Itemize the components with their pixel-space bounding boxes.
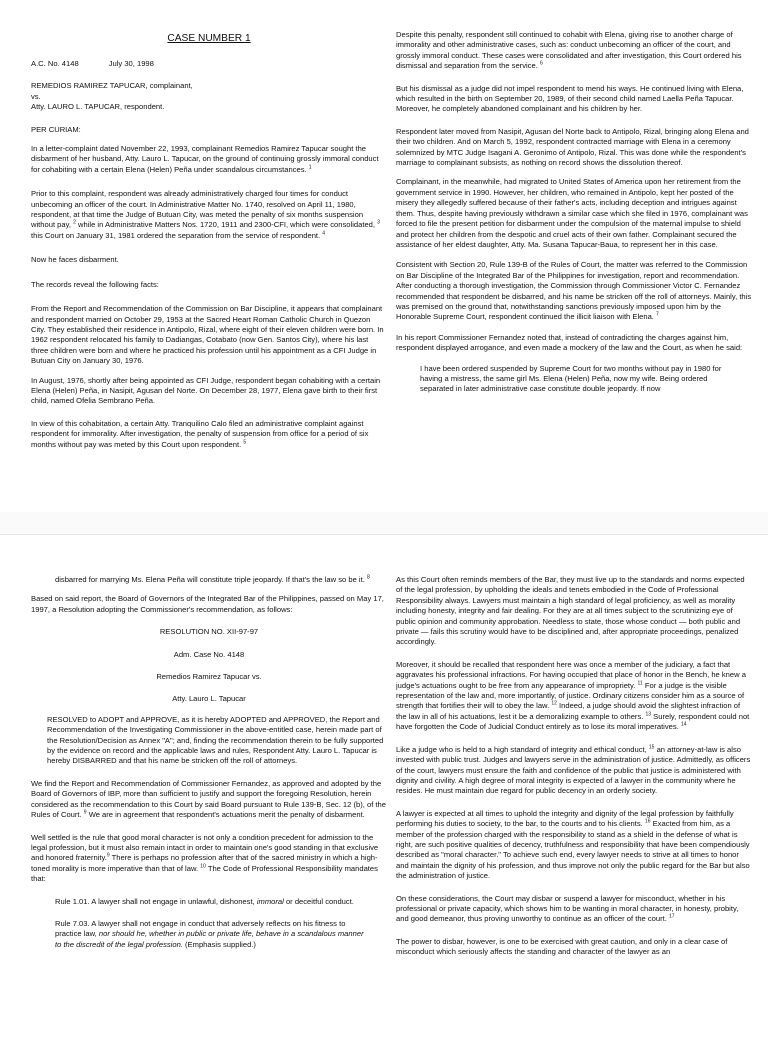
resolution-text: RESOLVED to ADOPT and APPROVE, as it is hereby ADOPTED and APPROVED, the Report and Recommendation of the Investigating Commissioner in the above-entitled case, herein made part of the Resolution/Decision as Annex "A"; and, finding the recommendation therein to be fully supported by the evidence on record and the applicable laws and rules, Respondent Atty. Lauro L. Tapucar is hereby DISBARRED and that his name be stricken off the roll of attorneys. (47, 714, 384, 766)
paragraph: In view of this cohabitation, a certain Atty. Tranquilino Calo filed an administrative complaint against respondent for immorality. After investigation, the penalty of suspension from office for a period of six months without pay was meted by this Court upon respondent. $^5$ (31, 418, 369, 449)
resolution-number: RESOLUTION NO. XII-97-97 (159, 627, 259, 637)
footnote-ref: 6 (539, 60, 543, 67)
paragraph: In August, 1976, shortly after being appointed as CFI Judge, respondent began cohabiting with a certain Elena (Helen) Peña, in Nasipit, Agusan del Norte. On December 28, 1977, Elena gave birth to their first child, named Ofelia Sembrano Peña. (31, 375, 381, 406)
page-1-left-column (31, 30, 387, 459)
paragraph: Moreover, it should be recalled that respondent here was once a member of the judiciary, a fact that aggravates his professional infractions. For having occupied that place of honor in the Bench, he knew a judge's actuations ought to be free from any appearance of impropriety. $^{11}$ For a judge is the visible representation of the law and, more importantly, of justice. Ordinary citizens consider him as a source of strength that fortifies their will to obey the law. $^{12}$ Indeed, a judge should avoid the slightest infraction of the law in all of his actuations, lest it be a demoralizing example to others. $^{13}$ Surely, respondent could not have forgotten the Code of Judicial Conduct entirely as to lose its moral imperatives. $^{14}$ (396, 659, 750, 732)
case-number: A.C. No. 4148 (31, 59, 79, 68)
paragraph: But his dismissal as a judge did not impel respondent to mend his ways. He continued living with Elena, which resulted in the birth on September 20, 1989, of their second child named Laella Peña Tapucar. Moreover, he completely abandoned complainant and his children by her. (396, 83, 744, 114)
paragraph: Respondent later moved from Nasipit, Agusan del Norte back to Antipolo, Rizal, bringing along Elena and their two children. And on March 5, 1992, respondent contracted marriage with Elena in a ceremony solemnized by MTC Judge Isagani A. Geronimo of Antipolo, Rizal. This was done while the respondent's marriage to complainant subsists, as nothing on record shows the dissolution thereof. (396, 126, 749, 168)
paragraph: Now he faces disbarment. (31, 255, 119, 265)
footnote-ref: 3 (377, 219, 380, 226)
paragraph: Prior to this complaint, respondent was already administratively charged four times for conduct unbecoming an officer of the court. In Administrative Matter No. 1740, resolved on April 11, 1980, respondent, at that time the Judge of Butuan City, was meted the penalty of six months suspension without pay, $^2$ while in Administrative Matters Nos. 1720, 1911 and 2300-CFI, which were consolidated, $^3$ this Court on January 31, 1981 ordered the separation from the service of respondent. $^4$ (31, 189, 380, 240)
footnote-ref: 2 (73, 219, 76, 226)
footnote-ref: 15 (648, 744, 655, 751)
paragraph: In a letter-complaint dated November 22, 1993, complainant Remedios Ramirez Tapucar sought the disbarment of her husband, Atty. Lauro L. Tapucar, on the ground of continuing grossly immoral conduct for cohabiting with a certain Elena (Helen) Peña under scandalous circumstances. $^1$ (31, 144, 379, 174)
paragraph: Complainant, in the meanwhile, had migrated to United States of America upon her retirement from the government service in 1990. However, her children, who remained in Antipolo, kept her posted of the misery they allegedly suffered because of their father's acts, including deception and intrigues against them. Thus, despite having previously withdrawn a similar case which she filed in 1976, complainant was forced to file the present petition for disbarment under the compulsion of the maternal impulse to shield and protect her children from the despotic and cruel acts of their own father. Complainant secured the assistance of her eldest daughter, Atty. Ma. Susana Tapucar-Baua, to represent her in this case. (396, 177, 748, 249)
footnote-ref: 5 (243, 439, 247, 446)
page-2 (0, 534, 768, 1047)
footnote-ref: 9 (106, 852, 110, 859)
respondent: Atty. LAURO L. TAPUCAR, respondent. (31, 102, 165, 112)
page-1 (0, 0, 768, 512)
case-number-line (31, 59, 387, 69)
per-curiam: PER CURIAM: (31, 124, 81, 134)
rule-1-01: Rule 1.01. A lawyer shall not engage in unlawful, dishonest, immoral or deceitful conduct. (55, 896, 354, 906)
footnote-ref: 10 (200, 863, 206, 870)
paragraph: Well settled is the rule that good moral character is not only a condition precedent for admission to the legal profession, but it must also remain intact in order to maintain one's good standing in that exclusive and honored fraternity.$^9$ There is perhaps no profession after that of the sacred ministry in which a high-toned morality is more imperative than that of law. $^{10}$ The Code of Professional Responsibility mandates that: (31, 832, 379, 884)
paragraph: From the Report and Recommendation of the Commission on Bar Discipline, it appears that complainant and respondent married on October 29, 1953 at the Sacred Heart Roman Catholic Church in Quezon City. They established their residence in Antipolo, Rizal, where eight of their eleven children were born. In 1962 respondent relocated his family to Dadiangas, Cotabato (now Gen. Santos City), where his last three children were born and where he practiced his profession until his appointment as a CFI Judge in Butuan City on January 30, 1976. (31, 304, 384, 366)
page-2-right-column (396, 575, 752, 967)
case-title: CASE NUMBER 1 (167, 33, 251, 44)
block-quote-continued: disbarred for marrying Ms. Elena Peña will constitute triple jeopardy. If that's the law so be it. $^8$ (55, 574, 370, 584)
footnote-ref: 14 (680, 721, 687, 728)
footnote-ref: 13 (645, 711, 652, 718)
paragraph: Consistent with Section 20, Rule 139-B of the Rules of Court, the matter was referred to the Commission on Bar Discipline of the Integrated Bar of the Philippines for investigation, report and recommendation. After conducting a thorough investigation, the Commission through Commissioner Victor C. Fernandez recommended that respondent be disbarred, and his name be stricken off the roll of attorneys. Mainly, this was premised on the ground that, notwithstanding sanctions previously imposed upon him by the Honorable Supreme Court, respondent continued the illicit liaison with Elena. $^7$ (396, 260, 752, 322)
paragraph: Like a judge who is held to a high standard of integrity and ethical conduct, $^{15}$ an attorney-at-law is also invested with public trust. Judges and lawyers serve in the administration of justice. Admittedly, as officers of the court, lawyers must ensure the faith and confidence of the public that justice is administered with dignity and civility. A high degree of moral integrity is expected of a lawyer in the community where he resides. He must maintain due regard for public decency in an orderly society. (396, 744, 751, 796)
footnote-ref: 8 (366, 574, 370, 581)
versus: vs. (31, 91, 41, 101)
paragraph: The power to disbar, however, is one to be exercised with great caution, and only in a clear case of misconduct which seriously affects the standing and character of the lawyer as an (396, 936, 728, 957)
footnote-ref: 17 (669, 913, 675, 920)
paragraph: Based on said report, the Board of Governors of the Integrated Bar of the Philippines, passed on May 17, 1997, a Resolution adopting the Commissioner's recommendation, as follows: (31, 594, 384, 614)
block-quote: I have been ordered suspended by Supreme Court for two months without pay in 1980 for having a mistress, the same girl Ms. Elena (Helen) Peña, now my wife. Being ordered separated in later administrative case constitute double jeopardy. If now (420, 363, 722, 394)
page-2-left-column (31, 575, 387, 959)
footnote-ref: 12 (551, 700, 557, 707)
paragraph: In his report Commissioner Fernandez noted that, instead of contradicting the charges against him, respondent displayed arrogance, and even made a mockery of the law and the Court, as when he said: (396, 332, 743, 353)
footnote-ref: 7 (656, 311, 659, 318)
paragraph: Despite this penalty, respondent still continued to cohabit with Elena, giving rise to another charge of immorality and other administrative cases, such as: conduct unbecoming an officer of the court, and grossly immoral conduct. These cases were consolidated and after investigation, this Court ordered his dismissal and separation from the service. $^6$ (396, 30, 742, 71)
complainant: REMEDIOS RAMIREZ TAPUCAR, complainant, (31, 81, 193, 91)
footnote-ref: 1 (308, 164, 312, 171)
footnote-ref: 9 (83, 809, 87, 816)
page-gap (0, 512, 768, 534)
footnote-ref: 11 (637, 680, 643, 687)
paragraph: On these considerations, the Court may disbar or suspend a lawyer for misconduct, whether in his professional or private capacity, which shows him to be wanting in moral character, in honesty, probity, and good demeanor, thus proving unworthy to continue as an officer of the court. $^{17}$ (396, 893, 739, 924)
paragraph: The records reveal the following facts: (31, 279, 159, 289)
adm-case-number: Adm. Case No. 4148 (173, 649, 245, 659)
footnote-ref: 4 (322, 230, 326, 237)
paragraph: We find the Report and Recommendation of Commissioner Fernandez, as approved and adopted by the Board of Governors of IBP, more than sufficient to justify and support the foregoing Resolution, herein considered as the recommendation to this Court by said Board pursuant to Rule 139-B, Sec. 12 (b), of the Rules of Court. $^9$ We are in agreement that respondent's actuations merit the penalty of disbarment. (31, 778, 386, 820)
paragraph: A lawyer is expected at all times to uphold the integrity and dignity of the legal profession by faithfully performing his duties to society, to the bar, to the courts and to his clients. $^{16}$ Exacted from him, as a member of the profession charged with the responsibility to stand as a shield in the defense of what is right, are such positive qualities of decency, truthfulness and responsibility that have been compendiously described as "moral character." To achieve such end, every lawyer needs to strive at all times to honor and maintain the dignity of his profession, and thus improve not only the public regard for the Bar but also the administration of justice. (396, 808, 750, 881)
page-1-right-column (396, 30, 752, 404)
resolution-respondent: Atty. Lauro L. Tapucar (172, 694, 246, 704)
footnote-ref: 16 (644, 818, 651, 825)
rule-7-03: Rule 7.03. A lawyer shall not engage in conduct that adversely reflects on his fitness to practice law, nor should he, whether in public or private life, behave in a scandalous manner to the discredit of the legal profession. (Emphasis supplied.) (55, 918, 364, 949)
paragraph: As this Court often reminds members of the Bar, they must live up to the standards and norms expected of the legal profession, by upholding the ideals and tenets embodied in the Code of Professional Responsibility always. Lawyers must maintain a high standard of legal proficiency, as well as morality including honesty, integrity and fair dealing. For they are at all times subject to the scrutinizing eye of public opinion and community approbation. Needless to state, those whose conduct — both public and private — fails this scrutiny would have to be disciplined and, after appropriate proceedings, penalized accordingly. (396, 575, 745, 647)
case-date: July 30, 1998 (108, 59, 154, 68)
resolution-parties: Remedios Ramirez Tapucar vs. (156, 672, 262, 682)
